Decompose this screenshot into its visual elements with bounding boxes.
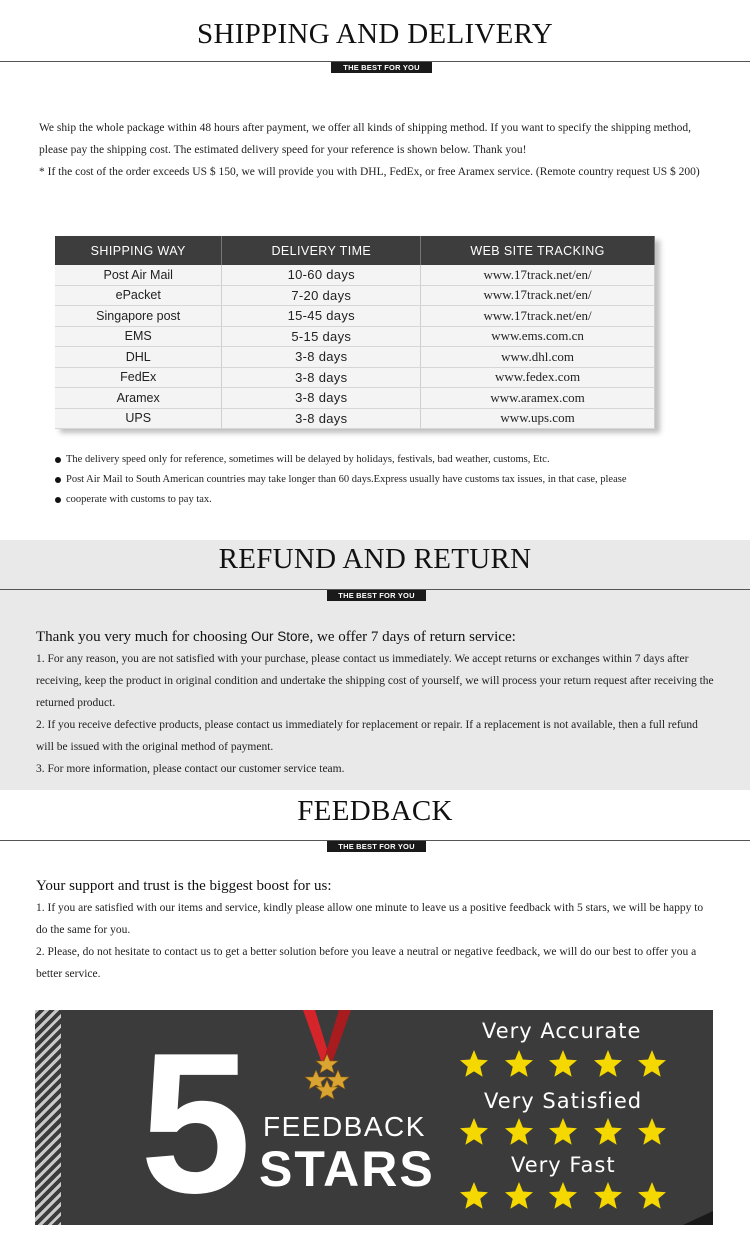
note-text: The delivery speed only for reference, sometimes will be delayed by holidays, festivals, bad weather, customs, Etc. (66, 454, 550, 465)
delivery-time-cell: 7-20 days (222, 285, 421, 306)
refund-badge: THE BEST FOR YOU (327, 590, 426, 601)
shipping-way-cell: Singapore post (55, 306, 222, 327)
star-icon (547, 1180, 579, 1212)
table-row (55, 306, 655, 327)
star-icon (503, 1048, 535, 1080)
bullet-icon (55, 497, 61, 503)
star-icon (458, 1048, 490, 1080)
refund-item-1: 1. For any reason, you are not satisfied with your purchase, please contact us immediately. We accept returns or exchanges within 7 days after receiving, keep the product in original condition and undertake the shipping cost of yourself, we will process your return request after receiving the returned product. (36, 653, 714, 709)
banner-stars-word: STARS (259, 1141, 435, 1197)
medal-icon (297, 1010, 357, 1100)
banner-number: 5 (140, 1012, 252, 1225)
shipping-way-cell: EMS (55, 326, 222, 347)
banner-stripe-decoration (35, 1010, 61, 1225)
tracking-site-cell: www.ups.com (421, 408, 655, 429)
list-item (55, 450, 715, 470)
table-row (55, 347, 655, 368)
tracking-site-cell: www.fedex.com (421, 367, 655, 388)
five-stars-banner (35, 1010, 713, 1225)
refund-lead-text: Thank you very much for choosing (36, 629, 251, 645)
col-header-delivery-time: DELIVERY TIME (222, 236, 421, 265)
table-row (55, 367, 655, 388)
tracking-site-cell: www.ems.com.cn (421, 326, 655, 347)
tracking-site-cell: www.17track.net/en/ (421, 306, 655, 327)
bullet-icon (55, 477, 61, 483)
star-icon (458, 1116, 490, 1148)
star-icon (592, 1180, 624, 1212)
shipping-intro-note: * If the cost of the order exceeds US $ 150, we will provide you with DHL, FedEx, or free Aramex service. (Remote country request US $ 200) (39, 166, 700, 178)
shipping-way-cell: Aramex (55, 388, 222, 409)
shipping-table-body (55, 265, 655, 429)
table-row (55, 326, 655, 347)
bullet-icon (55, 457, 61, 463)
col-header-shipping-way: SHIPPING WAY (55, 236, 222, 265)
list-item (55, 490, 715, 510)
shipping-intro-text: We ship the whole package within 48 hours after payment, we offer all kinds of shipping method. If you want to specify the shipping method, please pay the shipping cost. The estimated delivery speed for your reference is shown below. Thank you! (39, 122, 691, 156)
feedback-title: FEEDBACK (297, 795, 453, 827)
feedback-item-1: 1. If you are satisfied with our items and service, kindly please allow one minute to leave us a positive feedback with 5 stars, we will be happy to do the same for you. (36, 902, 704, 936)
tracking-site-cell: www.17track.net/en/ (421, 265, 655, 285)
table-row (55, 408, 655, 429)
store-name: Our Store (250, 629, 310, 644)
note-text: Post Air Mail to South American countries may take longer than 60 days.Express usually have customs tax issues, in that case, please (66, 474, 627, 485)
banner-corner-decoration (683, 1211, 713, 1225)
shipping-way-cell: FedEx (55, 367, 222, 388)
delivery-time-cell: 3-8 days (222, 408, 421, 429)
shipping-title: SHIPPING AND DELIVERY (197, 18, 553, 50)
delivery-time-cell: 3-8 days (222, 347, 421, 368)
shipping-way-cell: ePacket (55, 285, 222, 306)
star-icon (636, 1048, 668, 1080)
table-row (55, 388, 655, 409)
star-icon (592, 1048, 624, 1080)
refund-title: REFUND AND RETURN (218, 543, 532, 575)
feedback-lead: Your support and trust is the biggest boost for us: (36, 878, 332, 894)
star-icon (547, 1116, 579, 1148)
shipping-way-cell: Post Air Mail (55, 265, 222, 285)
star-icon (636, 1116, 668, 1148)
delivery-time-cell: 15-45 days (222, 306, 421, 327)
table-row (55, 265, 655, 285)
refund-item-2: 2. If you receive defective products, please contact us immediately for replacement or repair. If a replacement is not available, then a full refund will be issued with the original method of payment. (36, 719, 698, 753)
shipping-intro (39, 117, 709, 183)
delivery-time-cell: 10-60 days (222, 265, 421, 285)
list-item (55, 470, 715, 490)
refund-lead-text-end: , we offer 7 days of return service: (309, 629, 516, 645)
shipping-way-cell: DHL (55, 347, 222, 368)
tracking-site-cell: www.aramex.com (421, 388, 655, 409)
table-row (55, 285, 655, 306)
rating-label-fast: Very Fast (511, 1153, 616, 1177)
feedback-item-2: 2. Please, do not hesitate to contact us to get a better solution before you leave a neutral or negative feedback, we will do our best to offer you a better service. (36, 946, 697, 980)
feedback-badge: THE BEST FOR YOU (327, 841, 426, 852)
rating-label-accurate: Very Accurate (482, 1019, 642, 1043)
delivery-time-cell: 5-15 days (222, 326, 421, 347)
refund-lead (36, 626, 716, 648)
note-text: cooperate with customs to pay tax. (66, 494, 212, 505)
shipping-table (55, 236, 665, 429)
star-icon (592, 1116, 624, 1148)
tracking-site-cell: www.17track.net/en/ (421, 285, 655, 306)
star-row-satisfied (458, 1116, 668, 1150)
banner-feedback-word: FEEDBACK (263, 1111, 426, 1142)
shipping-notes (55, 450, 715, 510)
rating-label-satisfied: Very Satisfied (484, 1089, 643, 1113)
delivery-time-cell: 3-8 days (222, 388, 421, 409)
star-icon (636, 1180, 668, 1212)
refund-item-3: 3. For more information, please contact our customer service team. (36, 763, 345, 775)
feedback-body (36, 875, 716, 985)
star-icon (547, 1048, 579, 1080)
star-row-fast (458, 1180, 668, 1214)
delivery-time-cell: 3-8 days (222, 367, 421, 388)
shipping-badge: THE BEST FOR YOU (331, 62, 432, 73)
star-icon (503, 1180, 535, 1212)
star-icon (458, 1180, 490, 1212)
refund-body (36, 626, 716, 780)
star-icon (503, 1116, 535, 1148)
star-row-accurate (458, 1048, 668, 1082)
col-header-tracking: WEB SITE TRACKING (421, 236, 655, 265)
tracking-site-cell: www.dhl.com (421, 347, 655, 368)
shipping-way-cell: UPS (55, 408, 222, 429)
